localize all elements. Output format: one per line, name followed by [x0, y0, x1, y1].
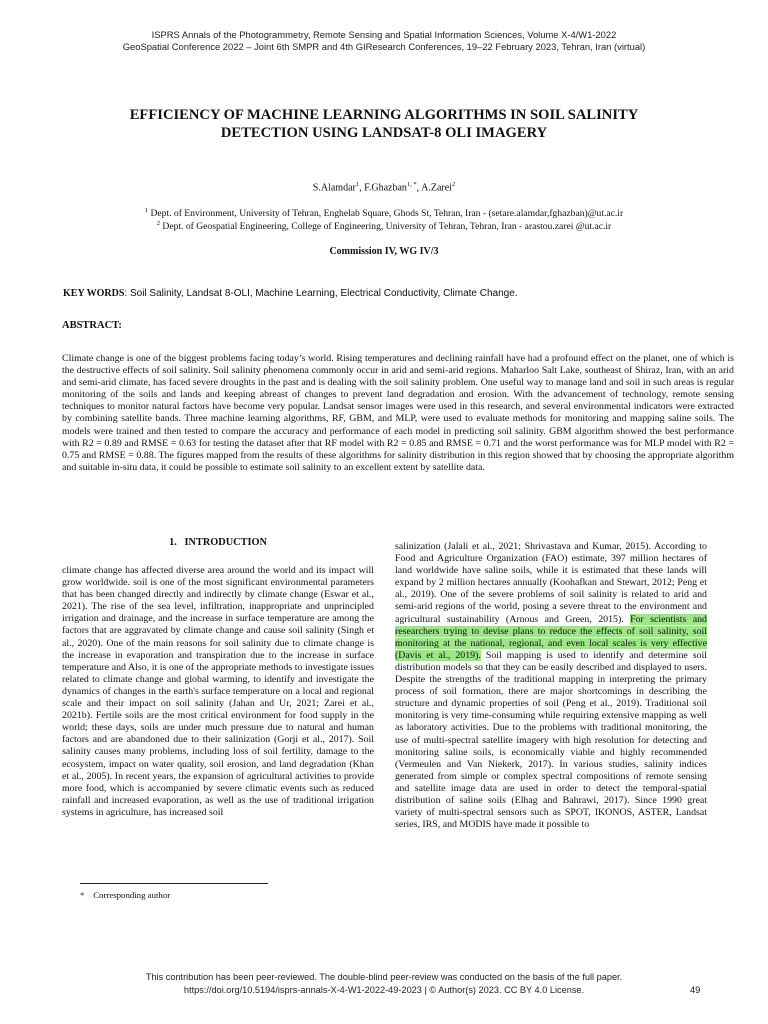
footer-doi-license: https://doi.org/10.5194/isprs-annals-X-4-W1-2022-49-2023 | © Author(s) 2023. CC BY 4.0 License.: [183, 985, 585, 995]
paper-title: [40, 106, 728, 142]
footer-peer-review-note: This contribution has been peer-reviewed. The double-blind peer-review was conducted on the basis of the full paper.: [145, 972, 623, 982]
introduction-right-column: [395, 541, 707, 831]
section-heading-introduction: 1. INTRODUCTION: [169, 537, 267, 548]
commission: Commission IV, WG IV/3: [329, 246, 439, 257]
keywords-label: KEY WORDS: [63, 288, 125, 299]
abstract-heading: ABSTRACT:: [62, 320, 122, 331]
affiliation-1-text: Dept. of Environment, University of Tehran, Enghelab Square, Ghods St, Tehran, Iran - (setare.alamdar,fghazban)@ut.ac.ir: [150, 208, 624, 220]
running-header-line2: GeoSpatial Conference 2022 – Joint 6th SMPR and 4th GIResearch Conferences, 19–22 February 2023, Tehran, Iran (virtual): [122, 41, 646, 52]
author-1-sup: 1: [355, 181, 360, 188]
title-line2: DETECTION USING LANDSAT-8 OLI IMAGERY: [220, 125, 548, 141]
page-number: 49: [690, 985, 701, 995]
abstract-text: Climate change is one of the biggest problems facing today’s world. Rising temperatures and declining rainfall have had a profound effect on the planet, one of which is the destructive effects of soil salinity. Soil salinity phenomena commonly occur in arid and semi-arid regions. Maharloo Salt Lake, southeast of Shiraz, Iran, with an arid and semi-arid climate, has faced severe droughts in the past and is dealing with the soil salinity problem. One useful way to manage land and soil in such areas is regular monitoring of the soils and lands and keeping abreast of changes to prevent land degradation and erosion. With the advancement of technology, remote sensing techniques to monitor natural factors have become very popular. Landsat sensor images were used in this research, and several environmental indicators were extracted by combining satellite bands. Three machine learning algorithms, RF, GBM, and MLP, were used to evaluate methods for monitoring and mapping saline soils. The models were trained and then tested to compare the accuracy and performance of each model in predicting soil salinity. GBM algorithm showed the best performance with R2 = 0.89 and RMSE = 0.63 for testing the dataset after that RF model with R2 = 0.85 and RMSE = 0.71 and the worst performance was for MLP model with R2 = 0.75 and RMSE = 0.88. The figures mapped from the results of these algorithms for salinity distribution in this region showed that by choosing the appropriate algorithm and suitable in-situ data, it could be possible to estimate soil salinity to an excellent extent by satellite data.: [62, 353, 734, 473]
footnote-divider: [80, 883, 268, 884]
author-3: A.Zarei: [421, 182, 452, 194]
author-1: S.Alamdar: [312, 182, 356, 194]
author-2: F.Ghazban: [364, 182, 407, 194]
affiliation-1: [0, 207, 768, 219]
affiliation-1-num: 1: [144, 207, 149, 214]
right-column-text-1: salinization (Jalali et al., 2021; Shrivastava and Kumar, 2015). According to Food and Agriculture Organization (FAO) estimate, 397 million hectares of land worldwide have saline soils, while it is estimated that these lands will expand by 2 million hectares annually (Koohafkan and Stewart, 2012; Peng et al., 2019). One of the severe problems of soil salinity is related to arid and semi-arid regions of the world, posing a severe threat to the environment and agricultural sustainability (Arnous and Green, 2015).: [395, 541, 707, 625]
author-3-sup: 2: [451, 181, 456, 188]
title-line1: EFFICIENCY OF MACHINE LEARNING ALGORITHMS IN SOIL SALINITY: [129, 107, 639, 123]
author-2-sup: 1, *: [406, 181, 417, 188]
right-column-text-2: Soil mapping is used to identify and determine soil distribution models so that they can be easily described and displayed to users. Despite the strengths of the traditional mapping in interpreting the primary process of soil formation, there are major shortcomings in describing the structure and dynamic properties of soil (Peng et al., 2019). Traditional soil monitoring is very time-consuming while requiring extensive mapping as well as laboratory activities. Due to the problems with traditional monitoring, the use of multi-spectral satellite imagery with high resolution for detecting and monitoring saline soils, is economically viable and highly recommended (Vermeulen and Van Niekerk, 2017). In various studies, salinity indices generated from simple or complex spectral compositions of remote sensing and satellite image data are used in order to detect the temporal-spatial distribution of saline soils (Elhag and Bahrawi, 2017). Since 1990 great variety of multi-spectral sensors such as SPOT, IKONOS, ASTER, Landsat series, IRS, and MODIS have made it possible to: [395, 649, 707, 831]
author-list: S.Alamdar$^1$, F.Ghazban$^{1, *}$, A.Zarei$^2$: [312, 181, 456, 194]
affiliation-2-text: Dept. of Geospatial Engineering, College of Engineering, University of Tehran, Tehran, Iran - arastou.zarei @ut.ac.ir: [162, 221, 612, 233]
keywords: [63, 288, 518, 299]
footnote-corresponding-author: * Corresponding author: [80, 890, 171, 900]
affiliation-2-num: 2: [156, 220, 160, 227]
highlighted-sentence: For scientists and researchers trying to devise plans to reduce the effects of soil salinity, soil monitoring at the national, regional, and even local scales is very effective (Davis et al., 2019).: [395, 613, 707, 661]
keywords-text: : Soil Salinity, Landsat 8-OLI, Machine Learning, Electrical Conductivity, Climate Change.: [124, 288, 518, 299]
introduction-left-column: climate change has affected diverse area around the world and its impact will grow worldwide. soil is one of the most significant environmental parameters that has been changed directly and indirectly by climate change (Eswar et al., 2021). The rise of the sea level, infiltration, inappropriate and unprincipled irrigation and drainage, and the increase in surface temperature are among the factors that are aggravated by climate change and cause soil salinity (Singh et al., 2020). One of the main reasons for soil salinity due to climate change is the increase in evaporation and transpiration due to the increase in surface temperature and Also, it is one of the appropriate methods to investigate issues related to climate change and global warming, to identify and investigate the dynamics of changes in the earth's surface temperature on a local and regional scale and their impact on soil salinity (Jahan and Ur, 2021; Zarei et al., 2021b). Fertile soils are the most critical environment for food supply in the world; these days, soils are under much pressure due to natural and human factors and are abandoned due to their salinization (Gorji et al., 2017). Soil salinity causes many problems, including loss of soil fertility, damage to the ecosystem, impact on water quality, soil erosion, and land degradation (Khan et al., 2005). In recent years, the expansion of agricultural activities to provide more food, which is accompanied by severe climatic events such as reduced rainfall and increased evaporation, as well as the use of traditional irrigation systems in agriculture, has increased soil: [62, 565, 374, 818]
running-header-line1: ISPRS Annals of the Photogrammetry, Remote Sensing and Spatial Information Sciences, Volume X-4/W1-2022: [151, 29, 617, 40]
affiliation-2: [0, 220, 768, 232]
